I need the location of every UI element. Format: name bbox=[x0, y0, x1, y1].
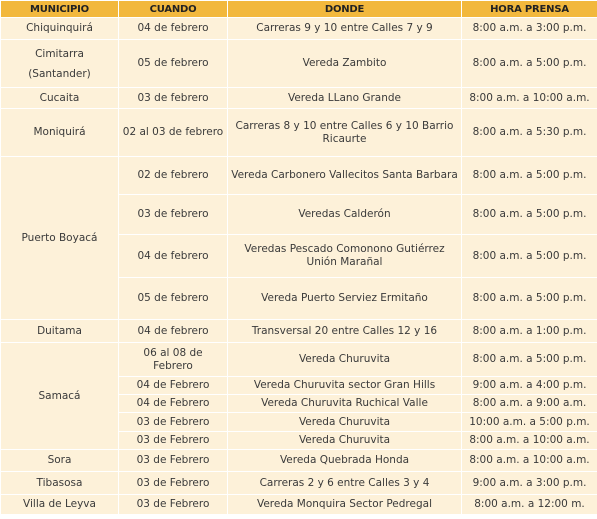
hora-cell: 8:00 a.m. a 3:00 p.m. bbox=[462, 18, 597, 40]
hora-cell: 8:00 a.m. a 5:00 p.m. bbox=[462, 343, 597, 377]
cuando-cell: 02 al 03 de febrero bbox=[119, 109, 228, 157]
donde-cell: Vereda Quebrada Honda bbox=[228, 450, 462, 472]
cuando-cell: 05 de febrero bbox=[119, 40, 228, 88]
cuando-cell: 04 de Febrero bbox=[119, 395, 228, 413]
hora-cell: 8:00 a.m. a 10:00 a.m. bbox=[462, 450, 597, 472]
hora-cell: 8:00 a.m. a 5:00 p.m. bbox=[462, 157, 597, 195]
municipio-line-2: (Santander) bbox=[28, 67, 91, 80]
municipio-cell: Villa de Leyva bbox=[1, 495, 119, 515]
cuando-cell: 04 de febrero bbox=[119, 320, 228, 343]
municipio-cell: Sora bbox=[1, 450, 119, 472]
table-row bbox=[1, 18, 597, 40]
donde-cell: Carreras 9 y 10 entre Calles 7 y 9 bbox=[228, 18, 462, 40]
donde-cell: Vereda Churuvita bbox=[228, 413, 462, 432]
header-cuando: CUANDO bbox=[119, 1, 228, 18]
cuando-cell: 03 de Febrero bbox=[119, 450, 228, 472]
table-row bbox=[1, 450, 597, 472]
hora-cell: 8:00 a.m. a 9:00 a.m. bbox=[462, 395, 597, 413]
municipio-cell: Duitama bbox=[1, 320, 119, 343]
cuando-cell: 04 de febrero bbox=[119, 235, 228, 278]
hora-cell: 8:00 a.m. a 5:30 p.m. bbox=[462, 109, 597, 157]
municipio-cell: Moniquirá bbox=[1, 109, 119, 157]
hora-cell: 8:00 a.m. a 12:00 m. bbox=[462, 495, 597, 515]
municipio-cell: Puerto Boyacá bbox=[1, 157, 119, 320]
table-row bbox=[1, 157, 597, 195]
cuando-cell: 03 de febrero bbox=[119, 195, 228, 235]
donde-cell: Vereda Churuvita bbox=[228, 343, 462, 377]
table-row bbox=[1, 343, 597, 377]
table-row bbox=[1, 109, 597, 157]
municipio-cell: Samacá bbox=[1, 343, 119, 450]
donde-cell: Carreras 8 y 10 entre Calles 6 y 10 Barrio Ricaurte bbox=[228, 109, 462, 157]
municipio-cell: Tibasosa bbox=[1, 472, 119, 495]
header-municipio: MUNICIPIO bbox=[1, 1, 119, 18]
header-hora-prensa: HORA PRENSA bbox=[462, 1, 597, 18]
municipio-cell: Chiquinquirá bbox=[1, 18, 119, 40]
table-row bbox=[1, 495, 597, 515]
donde-cell: Vereda Zambito bbox=[228, 40, 462, 88]
hora-cell: 8:00 a.m. a 10:00 a.m. bbox=[462, 88, 597, 109]
donde-cell: Vereda Carbonero Vallecitos Santa Barbara bbox=[228, 157, 462, 195]
table-row bbox=[1, 320, 597, 343]
donde-cell: Carreras 2 y 6 entre Calles 3 y 4 bbox=[228, 472, 462, 495]
donde-cell: Vereda Monquira Sector Pedregal bbox=[228, 495, 462, 515]
hora-cell: 10:00 a.m. a 5:00 p.m. bbox=[462, 413, 597, 432]
table-row bbox=[1, 472, 597, 495]
donde-cell: Vereda LLano Grande bbox=[228, 88, 462, 109]
municipio-cell: Cucaita bbox=[1, 88, 119, 109]
header-row bbox=[1, 1, 597, 18]
cuando-cell: 04 de Febrero bbox=[119, 377, 228, 395]
hora-cell: 8:00 a.m. a 1:00 p.m. bbox=[462, 320, 597, 343]
cuando-cell: 03 de Febrero bbox=[119, 472, 228, 495]
hora-cell: 8:00 a.m. a 5:00 p.m. bbox=[462, 195, 597, 235]
donde-cell: Vereda Puerto Serviez Ermitaño bbox=[228, 278, 462, 320]
donde-cell: Veredas Pescado Comonono Gutiérrez Unión Marañal bbox=[228, 235, 462, 278]
cuando-cell: 03 de Febrero bbox=[119, 413, 228, 432]
donde-cell: Vereda Churuvita bbox=[228, 432, 462, 450]
cuando-cell: 04 de febrero bbox=[119, 18, 228, 40]
donde-cell: Vereda Churuvita sector Gran Hills bbox=[228, 377, 462, 395]
cuando-cell: 06 al 08 de Febrero bbox=[119, 343, 228, 377]
municipio-cell bbox=[1, 40, 119, 88]
table-row bbox=[1, 88, 597, 109]
donde-cell: Veredas Calderón bbox=[228, 195, 462, 235]
hora-cell: 8:00 a.m. a 5:00 p.m. bbox=[462, 235, 597, 278]
cuando-cell: 05 de febrero bbox=[119, 278, 228, 320]
donde-cell: Vereda Churuvita Ruchical Valle bbox=[228, 395, 462, 413]
table-row bbox=[1, 40, 597, 88]
cuando-cell: 02 de febrero bbox=[119, 157, 228, 195]
hora-cell: 9:00 a.m. a 3:00 p.m. bbox=[462, 472, 597, 495]
header-donde: DONDE bbox=[228, 1, 462, 18]
hora-cell: 8:00 a.m. a 5:00 p.m. bbox=[462, 278, 597, 320]
municipio-line-1: Cimitarra bbox=[35, 47, 84, 60]
cuando-cell: 03 de Febrero bbox=[119, 432, 228, 450]
donde-cell: Transversal 20 entre Calles 12 y 16 bbox=[228, 320, 462, 343]
hora-cell: 9:00 a.m. a 4:00 p.m. bbox=[462, 377, 597, 395]
hora-cell: 8:00 a.m. a 10:00 a.m. bbox=[462, 432, 597, 450]
cuando-cell: 03 de Febrero bbox=[119, 495, 228, 515]
cuando-cell: 03 de febrero bbox=[119, 88, 228, 109]
hora-cell: 8:00 a.m. a 5:00 p.m. bbox=[462, 40, 597, 88]
